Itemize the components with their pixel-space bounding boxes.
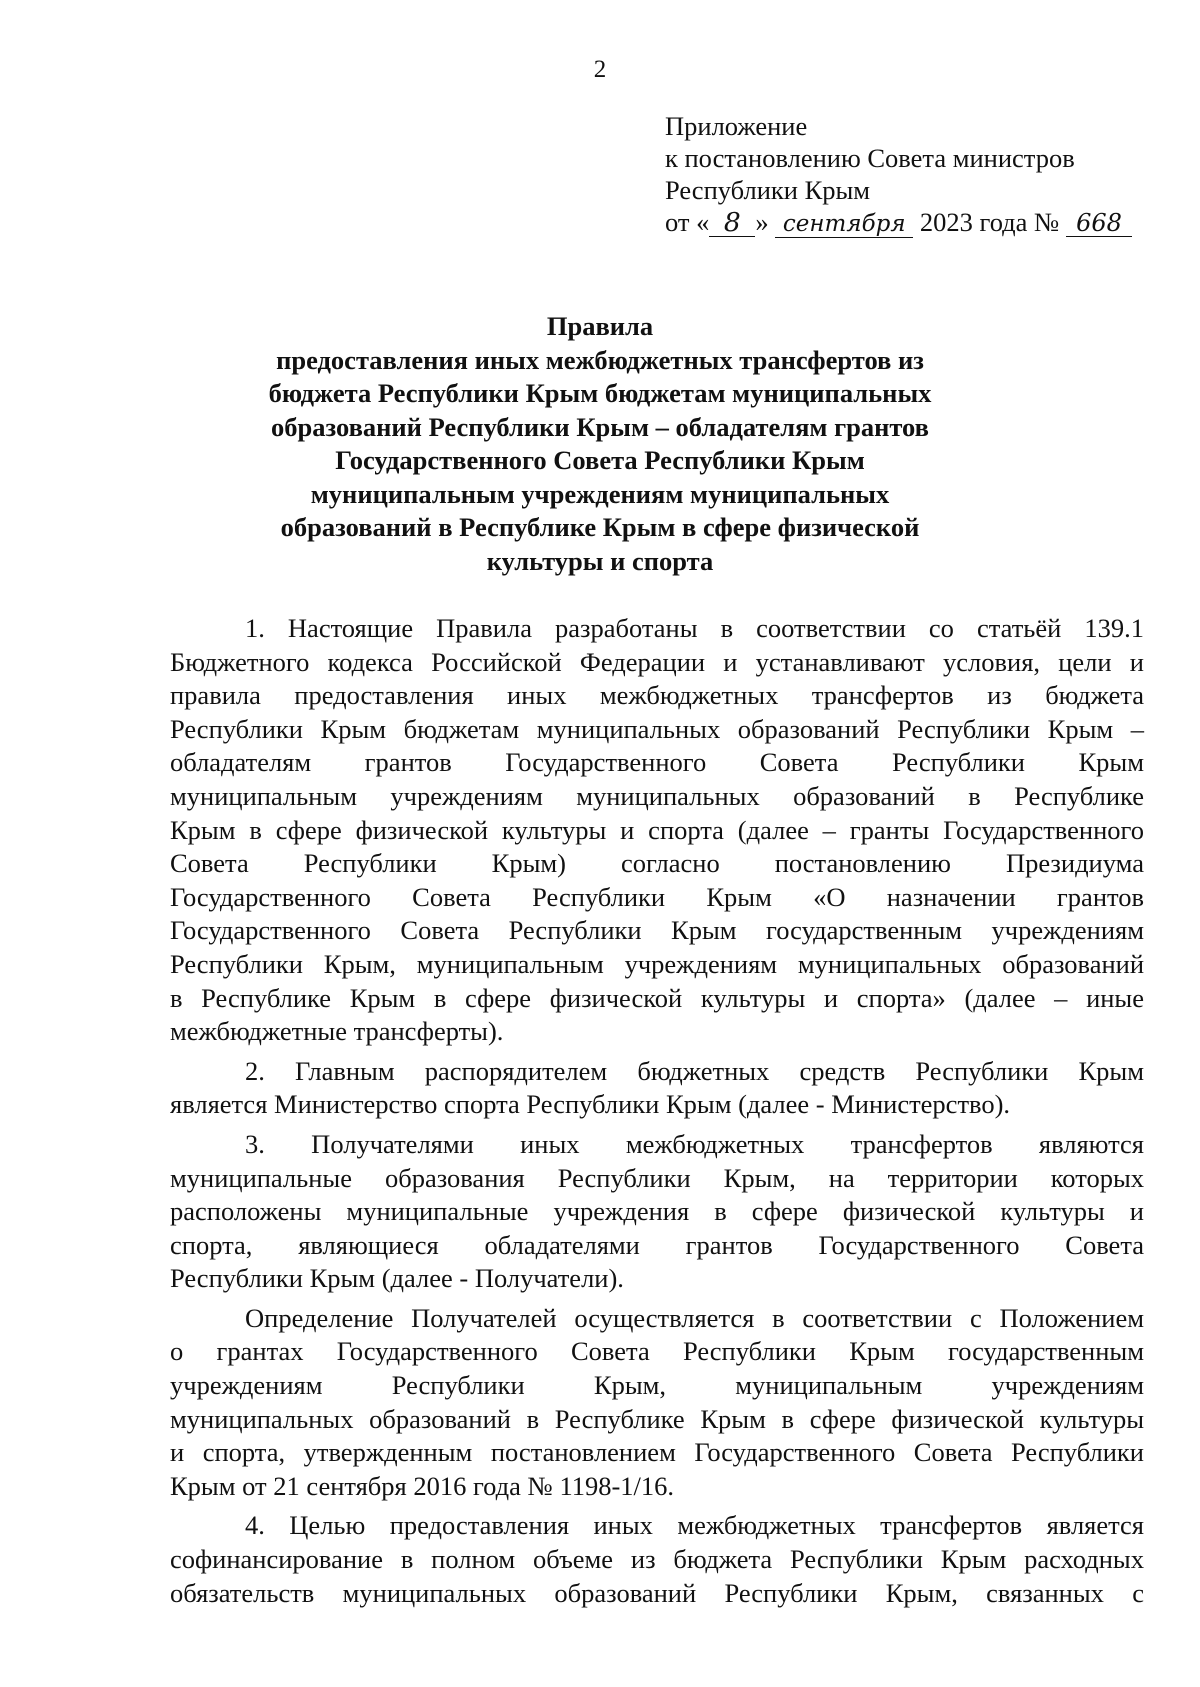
appendix-block xyxy=(665,110,1132,238)
text-line: обладателям грантов Государственного Совета Республики Крым xyxy=(170,747,1144,778)
title-line: бюджета Республики Крым бюджетам муниципальных xyxy=(268,378,932,408)
text-line: Крым от 21 сентября 2016 года № 1198-1/16. xyxy=(170,1470,675,1501)
text-line: Крым в сфере физической культуры и спорта (далее – гранты Государственного xyxy=(170,814,1144,845)
handwritten-number: 668 xyxy=(1066,210,1132,237)
text-line: Государственного Совета Республики Крым «О назначении грантов xyxy=(170,881,1144,912)
text-line: и спорта, утвержденным постановлением Государственного Совета Республики xyxy=(170,1437,1144,1468)
title-line: Правила xyxy=(546,311,654,341)
date-year: 2023 года № xyxy=(919,207,1060,237)
appendix-heading: Приложение xyxy=(665,111,808,141)
title-line: предоставления иных межбюджетных трансфертов из xyxy=(276,344,924,375)
text-line: Бюджетного кодекса Российской Федерации и устанавливают условия, цели и xyxy=(170,646,1144,677)
date-prefix: от « xyxy=(665,207,710,237)
text-line: 4. Целью предоставления иных межбюджетных трансфертов является xyxy=(245,1510,1144,1541)
handwritten-day: 8 xyxy=(709,210,755,237)
text-line: Совета Республики Крым) согласно постановлению Президиума xyxy=(170,848,1144,879)
paragraph-3-definition xyxy=(170,1302,1144,1504)
text-line: в Республике Крым в сфере физической культуры и спорта» (далее – иные xyxy=(170,982,1144,1013)
text-line: является Министерство спорта Республики Крым (далее - Министерство). xyxy=(170,1089,1011,1120)
date-mid: » xyxy=(755,207,769,237)
appendix-reference: к постановлению Совета министров xyxy=(665,143,1075,173)
paragraph-2 xyxy=(170,1055,1144,1122)
text-line: спорта, являющиеся обладателями грантов Государственного Совета xyxy=(170,1229,1144,1260)
text-line: Республики Крым, муниципальным учреждениям муниципальных образований xyxy=(170,948,1144,979)
paragraph-3 xyxy=(170,1128,1144,1296)
appendix-republic: Республики Крым xyxy=(665,175,871,205)
text-line: Республики Крым (далее - Получатели). xyxy=(170,1263,624,1294)
text-line: 2. Главным распорядителем бюджетных средств Республики Крым xyxy=(245,1055,1144,1086)
text-line: муниципальных образований в Республике Крым в сфере физической культуры xyxy=(170,1403,1144,1434)
text-line: правила предоставления иных межбюджетных трансфертов из бюджета xyxy=(170,680,1144,711)
text-line: межбюджетные трансферты). xyxy=(170,1016,504,1047)
text-line: Определение Получателей осуществляется в соответствии с Положением xyxy=(245,1302,1144,1333)
text-line: Государственного Совета Республики Крым государственным учреждениям xyxy=(170,915,1144,946)
text-line: обязательств муниципальных образований Республики Крым, связанных с xyxy=(170,1577,1144,1608)
text-line: муниципальные образования Республики Крым, на территории которых xyxy=(170,1162,1144,1193)
title-line: образований в Республике Крым в сфере физической xyxy=(280,512,920,542)
paragraph-1 xyxy=(170,612,1144,1049)
paragraph-4 xyxy=(170,1509,1144,1610)
title-line: культуры и спорта xyxy=(486,545,714,576)
page-number: 2 xyxy=(593,56,607,83)
text-line: о грантах Государственного Совета Республики Крым государственным xyxy=(170,1336,1144,1367)
text-line: 1. Настоящие Правила разработаны в соответствии со статьёй 139.1 xyxy=(245,613,1144,643)
title-line: образований Республики Крым – обладателям грантов xyxy=(271,411,929,442)
title-line: муниципальным учреждениям муниципальных xyxy=(310,478,890,509)
document-body xyxy=(170,612,1144,1610)
appendix-date-line xyxy=(665,206,1132,238)
document-title xyxy=(200,310,1000,578)
text-line: муниципальным учреждениям муниципальных образований в Республике xyxy=(170,780,1144,811)
title-line: Государственного Совета Республики Крым xyxy=(335,445,865,475)
text-line: расположены муниципальные учреждения в сфере физической культуры и xyxy=(170,1196,1144,1227)
text-line: Республики Крым бюджетам муниципальных образований Республики Крым – xyxy=(170,713,1144,744)
text-line: софинансирование в полном объеме из бюджета Республики Крым расходных xyxy=(170,1544,1144,1575)
text-line: 3. Получателями иных межбюджетных трансфертов являются xyxy=(245,1128,1144,1159)
text-line: учреждениям Республики Крым, муниципальным учреждениям xyxy=(170,1370,1144,1401)
handwritten-month: сентября xyxy=(775,211,913,238)
